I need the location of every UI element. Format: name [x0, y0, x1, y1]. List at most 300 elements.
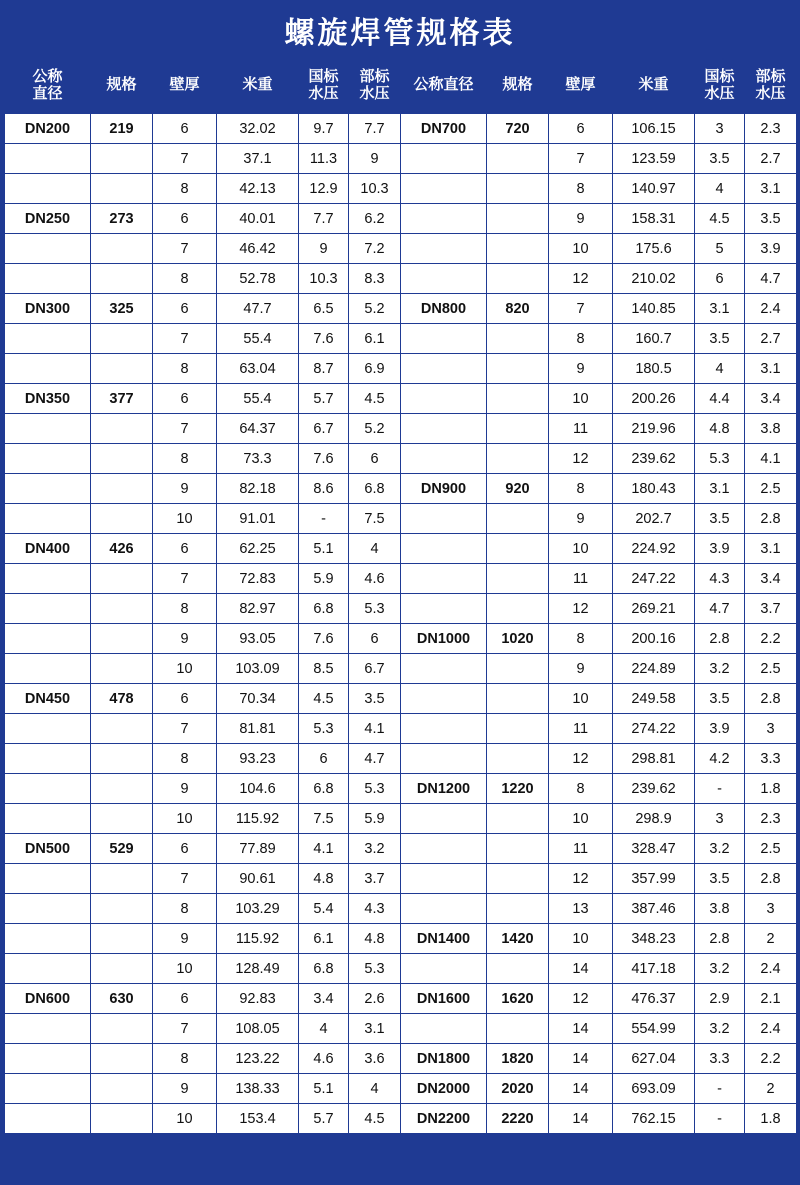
header-text-line2: 水压	[704, 85, 735, 102]
cell-left-gb-water-pressure: 4.8	[299, 864, 349, 894]
cell-right-gb-water-pressure: 4.4	[695, 384, 745, 414]
cell-left-size: 630	[91, 984, 153, 1014]
table-row	[5, 534, 797, 564]
cell-left-gb-water-pressure: 5.1	[299, 1074, 349, 1104]
cell-left-weight-per-meter: 103.09	[217, 654, 299, 684]
cell-right-gb-water-pressure: 3	[695, 804, 745, 834]
cell-left-wall-thickness: 10	[153, 804, 217, 834]
table-row	[5, 1074, 797, 1104]
cell-right-bb-water-pressure: 2.2	[745, 1044, 797, 1074]
cell-right-bb-water-pressure: 3.9	[745, 234, 797, 264]
cell-left-nominal-diameter	[5, 654, 91, 684]
cell-right-nominal-diameter	[401, 894, 487, 924]
cell-left-bb-water-pressure: 6.8	[349, 474, 401, 504]
cell-left-nominal-diameter	[5, 624, 91, 654]
cell-left-gb-water-pressure: 6.5	[299, 294, 349, 324]
title-bar	[4, 4, 796, 56]
cell-left-gb-water-pressure: 7.6	[299, 324, 349, 354]
cell-left-wall-thickness: 6	[153, 984, 217, 1014]
header-text-line1: 部标	[359, 67, 390, 85]
cell-right-nominal-diameter	[401, 954, 487, 984]
cell-right-weight-per-meter: 762.15	[613, 1104, 695, 1134]
cell-left-nominal-diameter: DN400	[5, 534, 91, 564]
cell-right-bb-water-pressure: 2.7	[745, 324, 797, 354]
header-text-line1: 国标	[704, 67, 735, 85]
cell-right-bb-water-pressure: 2.8	[745, 684, 797, 714]
page-title: 螺旋焊管规格表	[284, 17, 516, 50]
cell-right-nominal-diameter	[401, 174, 487, 204]
cell-right-size	[487, 414, 549, 444]
cell-right-wall-thickness: 11	[549, 414, 613, 444]
cell-right-gb-water-pressure: 2.8	[695, 924, 745, 954]
table-row	[5, 444, 797, 474]
cell-left-wall-thickness: 7	[153, 564, 217, 594]
cell-left-bb-water-pressure: 6.2	[349, 204, 401, 234]
cell-left-gb-water-pressure: 5.7	[299, 1104, 349, 1134]
cell-right-weight-per-meter: 249.58	[613, 684, 695, 714]
cell-right-gb-water-pressure: 3.5	[695, 504, 745, 534]
cell-right-weight-per-meter: 239.62	[613, 444, 695, 474]
cell-right-nominal-diameter	[401, 534, 487, 564]
cell-right-nominal-diameter	[401, 204, 487, 234]
cell-left-gb-water-pressure: 4	[299, 1014, 349, 1044]
cell-left-size	[91, 324, 153, 354]
cell-left-weight-per-meter: 123.22	[217, 1044, 299, 1074]
header-left-nominal-diameter	[5, 57, 91, 114]
cell-left-weight-per-meter: 64.37	[217, 414, 299, 444]
cell-left-wall-thickness: 8	[153, 354, 217, 384]
cell-left-wall-thickness: 6	[153, 384, 217, 414]
cell-left-bb-water-pressure: 4.3	[349, 894, 401, 924]
cell-right-bb-water-pressure: 2.4	[745, 954, 797, 984]
cell-left-nominal-diameter	[5, 594, 91, 624]
header-right-bb-water-pressure	[745, 57, 797, 114]
cell-left-size	[91, 234, 153, 264]
cell-right-nominal-diameter: DN900	[401, 474, 487, 504]
cell-left-size: 529	[91, 834, 153, 864]
cell-left-bb-water-pressure: 5.9	[349, 804, 401, 834]
cell-left-gb-water-pressure: 4.1	[299, 834, 349, 864]
cell-left-weight-per-meter: 104.6	[217, 774, 299, 804]
cell-left-bb-water-pressure: 3.7	[349, 864, 401, 894]
table-row	[5, 354, 797, 384]
cell-right-bb-water-pressure: 2.1	[745, 984, 797, 1014]
cell-left-bb-water-pressure: 10.3	[349, 174, 401, 204]
cell-left-bb-water-pressure: 4.7	[349, 744, 401, 774]
cell-right-wall-thickness: 9	[549, 354, 613, 384]
cell-left-nominal-diameter: DN350	[5, 384, 91, 414]
cell-right-wall-thickness: 10	[549, 384, 613, 414]
cell-left-weight-per-meter: 62.25	[217, 534, 299, 564]
table-row	[5, 864, 797, 894]
cell-left-size: 377	[91, 384, 153, 414]
cell-right-size	[487, 174, 549, 204]
cell-right-bb-water-pressure: 2.3	[745, 804, 797, 834]
cell-right-gb-water-pressure: 3.5	[695, 864, 745, 894]
cell-left-wall-thickness: 8	[153, 444, 217, 474]
cell-left-nominal-diameter: DN200	[5, 114, 91, 144]
header-text-line2: 直径	[32, 85, 63, 102]
cell-left-weight-per-meter: 108.05	[217, 1014, 299, 1044]
header-text-line1: 国标	[308, 67, 339, 85]
cell-left-nominal-diameter	[5, 864, 91, 894]
cell-right-gb-water-pressure: 5	[695, 234, 745, 264]
cell-right-weight-per-meter: 274.22	[613, 714, 695, 744]
cell-right-nominal-diameter	[401, 384, 487, 414]
cell-right-size	[487, 204, 549, 234]
header-text-line1: 壁厚	[565, 76, 596, 94]
table-row	[5, 774, 797, 804]
cell-right-wall-thickness: 8	[549, 774, 613, 804]
cell-right-nominal-diameter	[401, 324, 487, 354]
cell-right-size: 920	[487, 474, 549, 504]
cell-right-wall-thickness: 12	[549, 984, 613, 1014]
cell-right-nominal-diameter: DN1400	[401, 924, 487, 954]
table-row	[5, 504, 797, 534]
cell-left-gb-water-pressure: 6.1	[299, 924, 349, 954]
cell-left-weight-per-meter: 115.92	[217, 804, 299, 834]
cell-left-bb-water-pressure: 5.3	[349, 594, 401, 624]
cell-right-bb-water-pressure: 3.5	[745, 204, 797, 234]
cell-left-bb-water-pressure: 8.3	[349, 264, 401, 294]
header-right-weight-per-meter	[613, 57, 695, 114]
cell-right-weight-per-meter: 140.85	[613, 294, 695, 324]
cell-right-bb-water-pressure: 3.4	[745, 384, 797, 414]
table-row	[5, 174, 797, 204]
cell-left-size	[91, 474, 153, 504]
cell-right-wall-thickness: 11	[549, 714, 613, 744]
cell-right-wall-thickness: 8	[549, 474, 613, 504]
cell-left-bb-water-pressure: 3.6	[349, 1044, 401, 1074]
cell-left-size	[91, 624, 153, 654]
cell-right-bb-water-pressure: 2.8	[745, 504, 797, 534]
header-text-line1: 公称	[32, 67, 63, 85]
cell-right-bb-water-pressure: 3	[745, 714, 797, 744]
cell-right-size	[487, 714, 549, 744]
cell-right-weight-per-meter: 247.22	[613, 564, 695, 594]
cell-left-size	[91, 354, 153, 384]
cell-right-size	[487, 1014, 549, 1044]
cell-right-wall-thickness: 7	[549, 294, 613, 324]
cell-left-nominal-diameter	[5, 414, 91, 444]
cell-left-size: 426	[91, 534, 153, 564]
cell-left-bb-water-pressure: 3.2	[349, 834, 401, 864]
cell-left-wall-thickness: 7	[153, 144, 217, 174]
cell-right-size: 1620	[487, 984, 549, 1014]
cell-right-size	[487, 234, 549, 264]
cell-left-gb-water-pressure: 8.5	[299, 654, 349, 684]
cell-right-wall-thickness: 10	[549, 234, 613, 264]
cell-left-gb-water-pressure: 6.7	[299, 414, 349, 444]
cell-right-bb-water-pressure: 2.4	[745, 294, 797, 324]
table-row	[5, 684, 797, 714]
cell-left-size	[91, 744, 153, 774]
cell-left-weight-per-meter: 55.4	[217, 324, 299, 354]
cell-right-wall-thickness: 8	[549, 324, 613, 354]
table-row	[5, 264, 797, 294]
cell-right-weight-per-meter: 180.43	[613, 474, 695, 504]
cell-right-nominal-diameter	[401, 264, 487, 294]
cell-left-gb-water-pressure: 8.6	[299, 474, 349, 504]
cell-left-size	[91, 1044, 153, 1074]
cell-right-wall-thickness: 12	[549, 594, 613, 624]
table-row	[5, 1044, 797, 1074]
table-row	[5, 744, 797, 774]
cell-left-gb-water-pressure: 3.4	[299, 984, 349, 1014]
cell-right-bb-water-pressure: 3.1	[745, 174, 797, 204]
cell-left-nominal-diameter	[5, 264, 91, 294]
header-text-line1: 部标	[755, 67, 786, 85]
cell-right-weight-per-meter: 210.02	[613, 264, 695, 294]
cell-left-size	[91, 144, 153, 174]
cell-left-nominal-diameter: DN500	[5, 834, 91, 864]
cell-left-gb-water-pressure: 6.8	[299, 774, 349, 804]
cell-right-nominal-diameter: DN800	[401, 294, 487, 324]
cell-right-gb-water-pressure: 3	[695, 114, 745, 144]
cell-left-nominal-diameter	[5, 744, 91, 774]
pipe-spec-table	[4, 56, 797, 1134]
header-text-line1: 壁厚	[169, 76, 200, 94]
cell-right-size	[487, 504, 549, 534]
cell-right-nominal-diameter	[401, 684, 487, 714]
cell-left-bb-water-pressure: 6	[349, 624, 401, 654]
cell-left-bb-water-pressure: 5.3	[349, 954, 401, 984]
cell-left-weight-per-meter: 37.1	[217, 144, 299, 174]
cell-left-nominal-diameter	[5, 774, 91, 804]
table-row	[5, 414, 797, 444]
table-row	[5, 624, 797, 654]
cell-left-gb-water-pressure: 9.7	[299, 114, 349, 144]
cell-left-size	[91, 924, 153, 954]
cell-right-nominal-diameter: DN2000	[401, 1074, 487, 1104]
cell-right-gb-water-pressure: 3.8	[695, 894, 745, 924]
cell-right-wall-thickness: 10	[549, 684, 613, 714]
cell-right-wall-thickness: 8	[549, 624, 613, 654]
cell-right-size: 1220	[487, 774, 549, 804]
cell-left-gb-water-pressure: 5.1	[299, 534, 349, 564]
cell-left-bb-water-pressure: 5.3	[349, 774, 401, 804]
cell-right-size	[487, 354, 549, 384]
cell-left-gb-water-pressure: 8.7	[299, 354, 349, 384]
table-row	[5, 654, 797, 684]
cell-left-bb-water-pressure: 6.1	[349, 324, 401, 354]
cell-right-wall-thickness: 14	[549, 1104, 613, 1134]
cell-right-bb-water-pressure: 2.5	[745, 654, 797, 684]
cell-right-weight-per-meter: 627.04	[613, 1044, 695, 1074]
cell-left-wall-thickness: 9	[153, 924, 217, 954]
cell-right-weight-per-meter: 224.89	[613, 654, 695, 684]
cell-right-bb-water-pressure: 4.7	[745, 264, 797, 294]
header-text-line1: 规格	[502, 76, 533, 94]
cell-left-nominal-diameter	[5, 1074, 91, 1104]
cell-left-wall-thickness: 6	[153, 114, 217, 144]
cell-right-weight-per-meter: 200.16	[613, 624, 695, 654]
cell-left-gb-water-pressure: 7.6	[299, 624, 349, 654]
cell-right-size	[487, 744, 549, 774]
cell-right-weight-per-meter: 202.7	[613, 504, 695, 534]
cell-right-bb-water-pressure: 4.1	[745, 444, 797, 474]
cell-left-gb-water-pressure: 6.8	[299, 954, 349, 984]
table-header	[5, 57, 797, 114]
cell-right-gb-water-pressure: 3.2	[695, 654, 745, 684]
cell-right-gb-water-pressure: 4.3	[695, 564, 745, 594]
header-left-weight-per-meter	[217, 57, 299, 114]
cell-right-wall-thickness: 12	[549, 264, 613, 294]
cell-left-weight-per-meter: 90.61	[217, 864, 299, 894]
cell-right-wall-thickness: 9	[549, 504, 613, 534]
cell-left-gb-water-pressure: 4.5	[299, 684, 349, 714]
table-row	[5, 564, 797, 594]
cell-left-nominal-diameter	[5, 504, 91, 534]
cell-left-size: 478	[91, 684, 153, 714]
cell-left-nominal-diameter	[5, 174, 91, 204]
cell-left-nominal-diameter: DN300	[5, 294, 91, 324]
cell-right-wall-thickness: 12	[549, 444, 613, 474]
table-row	[5, 1104, 797, 1134]
cell-right-weight-per-meter: 200.26	[613, 384, 695, 414]
header-left-wall-thickness	[153, 57, 217, 114]
cell-left-size	[91, 564, 153, 594]
cell-right-gb-water-pressure: 5.3	[695, 444, 745, 474]
cell-right-size: 1820	[487, 1044, 549, 1074]
cell-right-size	[487, 954, 549, 984]
table-row	[5, 324, 797, 354]
header-text-line1: 公称直径	[413, 76, 474, 94]
cell-right-nominal-diameter	[401, 444, 487, 474]
table-row	[5, 804, 797, 834]
cell-left-gb-water-pressure: 10.3	[299, 264, 349, 294]
cell-right-gb-water-pressure: -	[695, 1104, 745, 1134]
cell-right-bb-water-pressure: 2	[745, 924, 797, 954]
table-body	[5, 114, 797, 1134]
cell-left-size	[91, 504, 153, 534]
cell-right-bb-water-pressure: 3.7	[745, 594, 797, 624]
cell-right-nominal-diameter	[401, 714, 487, 744]
cell-left-weight-per-meter: 52.78	[217, 264, 299, 294]
cell-left-weight-per-meter: 63.04	[217, 354, 299, 384]
cell-right-gb-water-pressure: 3.5	[695, 324, 745, 354]
cell-left-weight-per-meter: 153.4	[217, 1104, 299, 1134]
cell-left-size	[91, 774, 153, 804]
cell-right-size: 1020	[487, 624, 549, 654]
cell-right-size	[487, 534, 549, 564]
cell-right-gb-water-pressure: 2.9	[695, 984, 745, 1014]
cell-left-wall-thickness: 6	[153, 834, 217, 864]
cell-right-bb-water-pressure: 2.3	[745, 114, 797, 144]
cell-right-weight-per-meter: 357.99	[613, 864, 695, 894]
cell-left-wall-thickness: 9	[153, 774, 217, 804]
cell-right-wall-thickness: 10	[549, 804, 613, 834]
cell-left-wall-thickness: 10	[153, 504, 217, 534]
cell-right-gb-water-pressure: 3.1	[695, 474, 745, 504]
table-row	[5, 204, 797, 234]
cell-left-size	[91, 594, 153, 624]
cell-left-size	[91, 894, 153, 924]
cell-left-wall-thickness: 6	[153, 684, 217, 714]
cell-left-size	[91, 264, 153, 294]
cell-right-bb-water-pressure: 3.1	[745, 534, 797, 564]
cell-left-weight-per-meter: 77.89	[217, 834, 299, 864]
cell-left-gb-water-pressure: 5.9	[299, 564, 349, 594]
cell-right-wall-thickness: 12	[549, 744, 613, 774]
cell-left-bb-water-pressure: 6	[349, 444, 401, 474]
table-row	[5, 984, 797, 1014]
cell-left-weight-per-meter: 82.97	[217, 594, 299, 624]
cell-left-nominal-diameter: DN250	[5, 204, 91, 234]
cell-left-nominal-diameter	[5, 954, 91, 984]
cell-right-gb-water-pressure: 3.2	[695, 834, 745, 864]
cell-left-wall-thickness: 8	[153, 594, 217, 624]
cell-right-size	[487, 264, 549, 294]
cell-right-gb-water-pressure: 4.8	[695, 414, 745, 444]
cell-right-gb-water-pressure: 3.9	[695, 714, 745, 744]
cell-right-size	[487, 654, 549, 684]
cell-right-weight-per-meter: 269.21	[613, 594, 695, 624]
cell-right-weight-per-meter: 693.09	[613, 1074, 695, 1104]
cell-left-weight-per-meter: 103.29	[217, 894, 299, 924]
cell-right-nominal-diameter	[401, 1014, 487, 1044]
cell-left-size	[91, 444, 153, 474]
cell-right-nominal-diameter	[401, 144, 487, 174]
cell-right-size	[487, 444, 549, 474]
cell-right-size: 720	[487, 114, 549, 144]
cell-right-bb-water-pressure: 2	[745, 1074, 797, 1104]
cell-left-nominal-diameter	[5, 1014, 91, 1044]
header-text-line2: 水压	[308, 85, 339, 102]
cell-right-gb-water-pressure: -	[695, 774, 745, 804]
cell-right-wall-thickness: 9	[549, 654, 613, 684]
cell-left-nominal-diameter	[5, 894, 91, 924]
cell-left-nominal-diameter	[5, 474, 91, 504]
cell-left-size: 219	[91, 114, 153, 144]
cell-left-bb-water-pressure: 4.6	[349, 564, 401, 594]
table-row	[5, 594, 797, 624]
cell-right-gb-water-pressure: 4	[695, 174, 745, 204]
cell-right-bb-water-pressure: 3.1	[745, 354, 797, 384]
table-row	[5, 384, 797, 414]
header-right-wall-thickness	[549, 57, 613, 114]
cell-left-size	[91, 714, 153, 744]
cell-right-weight-per-meter: 123.59	[613, 144, 695, 174]
cell-right-bb-water-pressure: 3.4	[745, 564, 797, 594]
cell-left-wall-thickness: 8	[153, 264, 217, 294]
cell-left-gb-water-pressure: 5.4	[299, 894, 349, 924]
cell-right-gb-water-pressure: 3.9	[695, 534, 745, 564]
cell-right-weight-per-meter: 106.15	[613, 114, 695, 144]
table-row	[5, 114, 797, 144]
header-right-size	[487, 57, 549, 114]
cell-right-nominal-diameter	[401, 744, 487, 774]
cell-left-size	[91, 1104, 153, 1134]
cell-right-bb-water-pressure: 2.5	[745, 474, 797, 504]
cell-left-bb-water-pressure: 9	[349, 144, 401, 174]
header-left-bb-water-pressure	[349, 57, 401, 114]
cell-right-nominal-diameter	[401, 504, 487, 534]
cell-right-wall-thickness: 6	[549, 114, 613, 144]
cell-right-gb-water-pressure: 3.2	[695, 1014, 745, 1044]
cell-right-nominal-diameter	[401, 864, 487, 894]
cell-left-weight-per-meter: 46.42	[217, 234, 299, 264]
cell-left-wall-thickness: 9	[153, 1074, 217, 1104]
cell-left-gb-water-pressure: 7.6	[299, 444, 349, 474]
cell-right-gb-water-pressure: 4.2	[695, 744, 745, 774]
cell-right-weight-per-meter: 219.96	[613, 414, 695, 444]
header-text-line1: 米重	[638, 76, 669, 94]
cell-left-size	[91, 954, 153, 984]
cell-left-bb-water-pressure: 4	[349, 534, 401, 564]
cell-left-size: 325	[91, 294, 153, 324]
cell-right-size	[487, 384, 549, 414]
